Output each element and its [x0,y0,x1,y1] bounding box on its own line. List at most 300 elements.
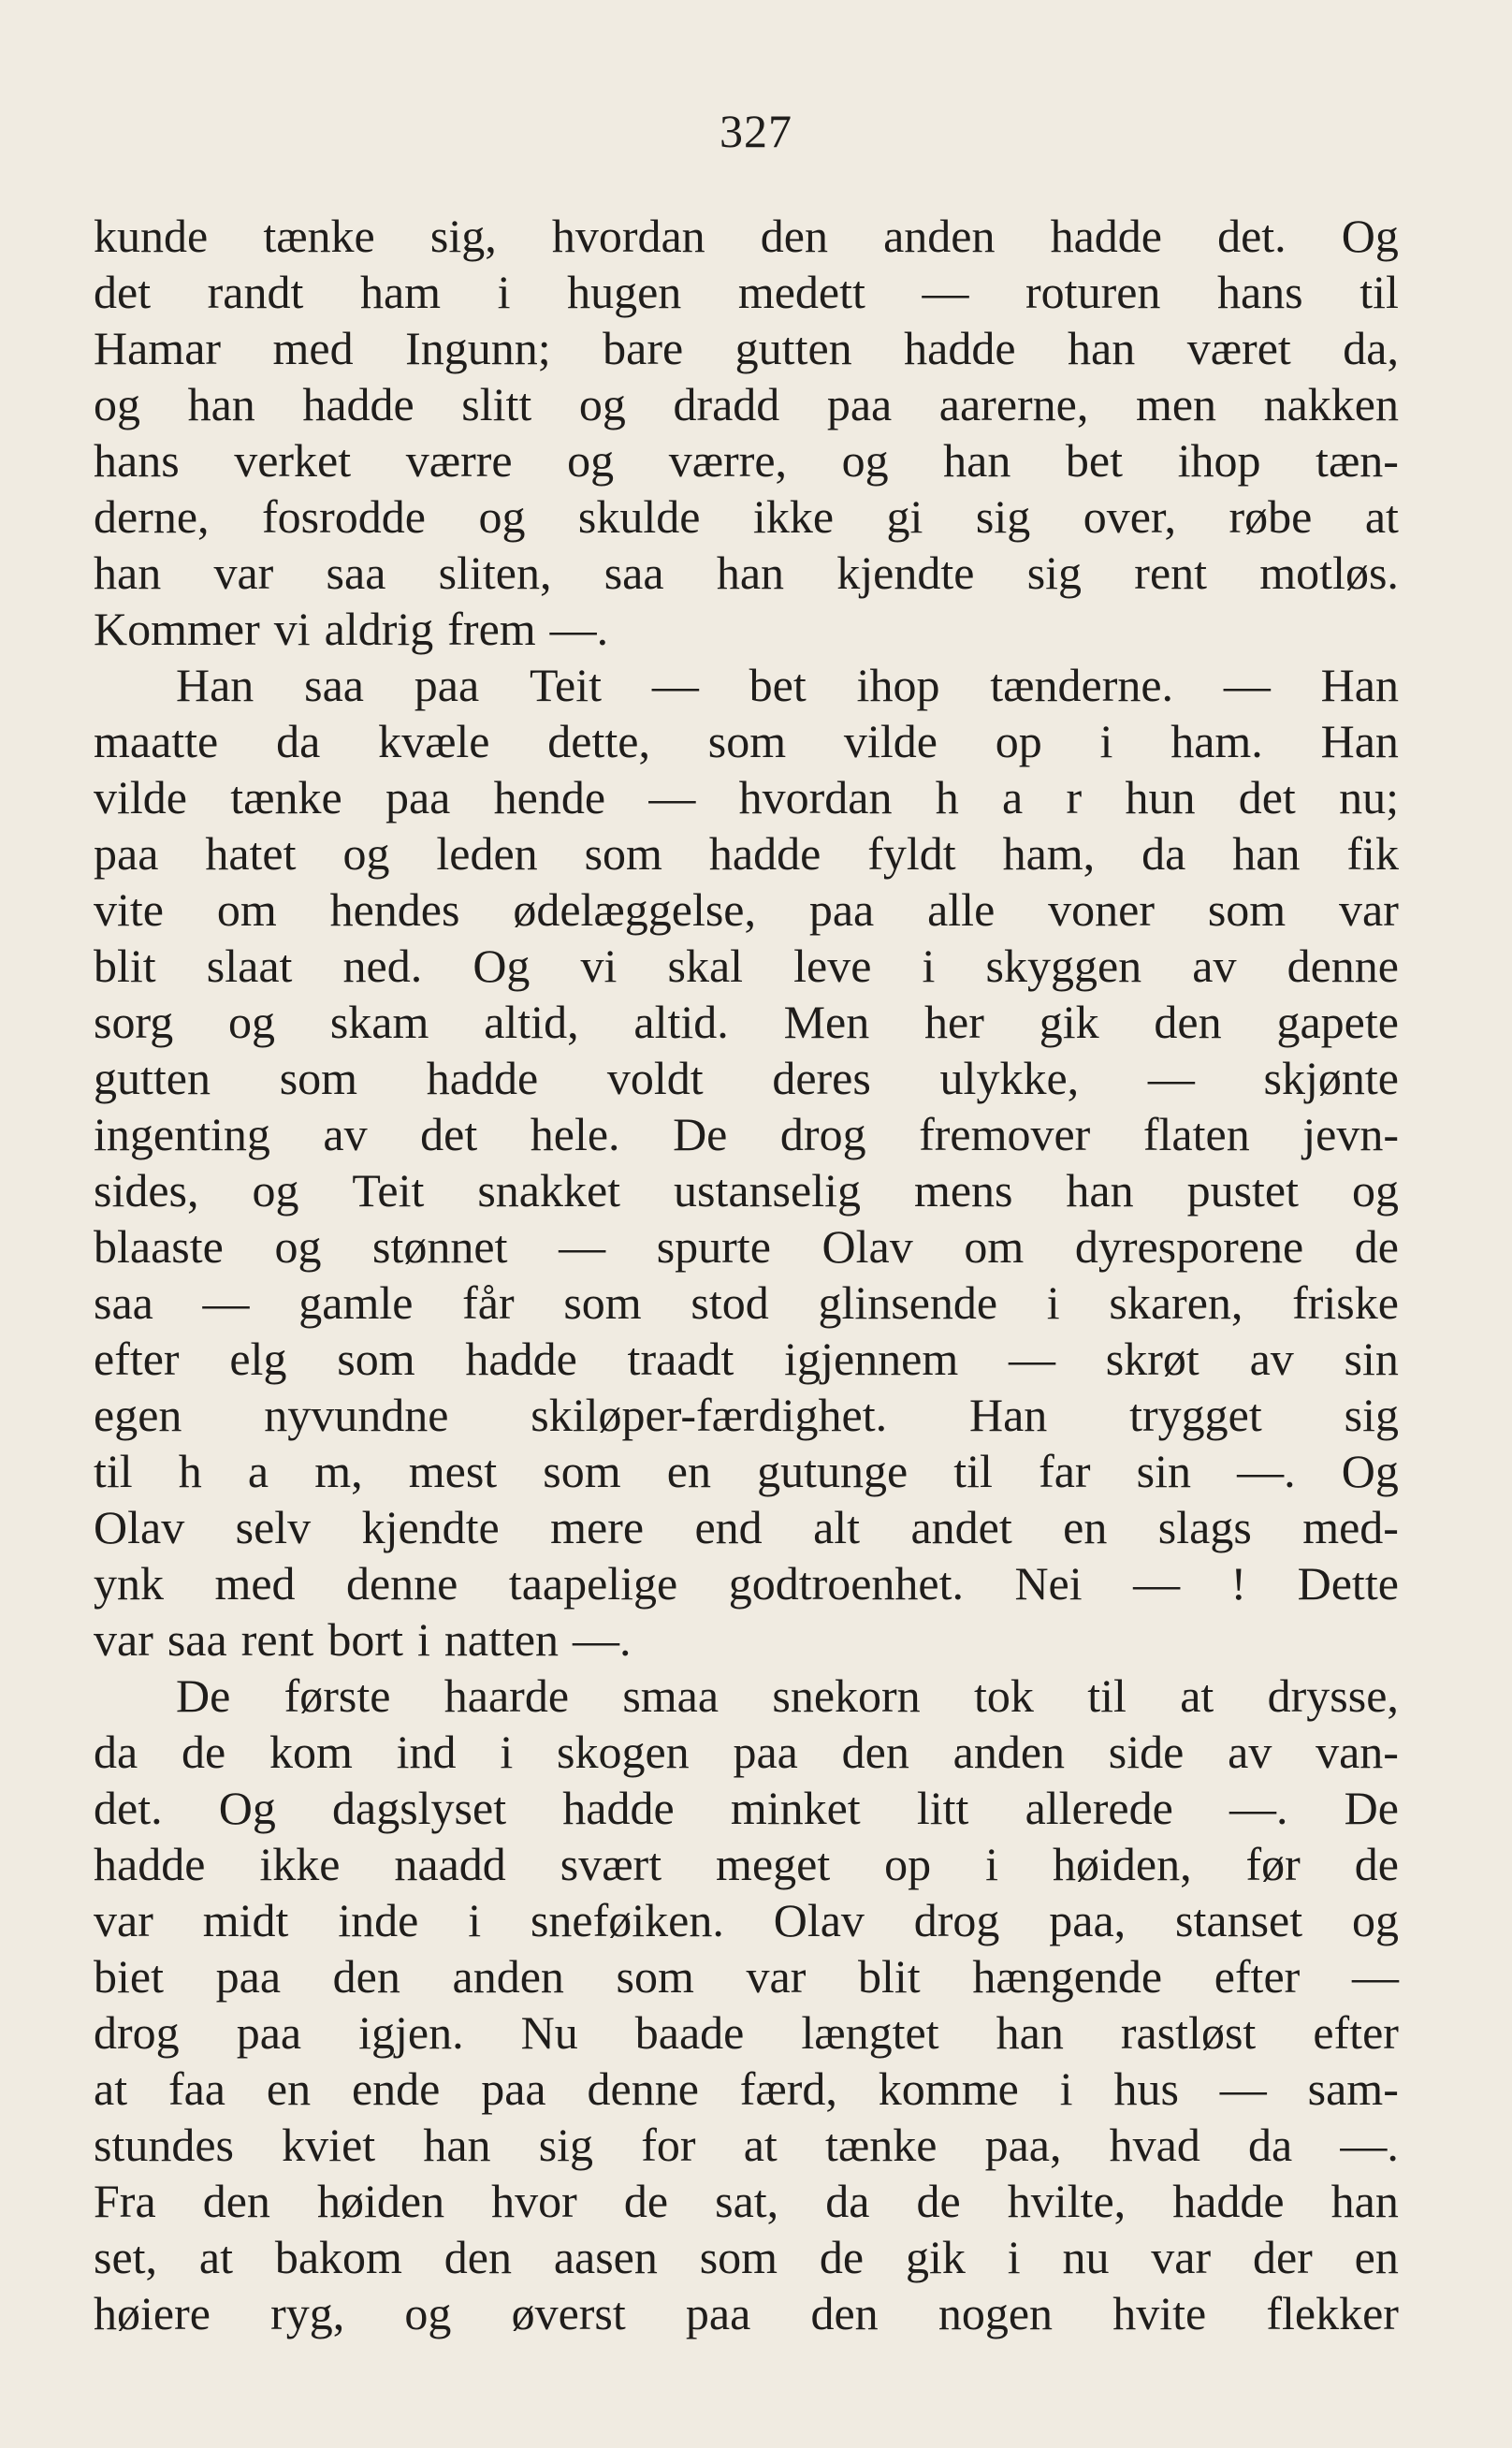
word: snekorn [772,1669,921,1722]
word: var [94,1894,153,1946]
word: meget [716,1838,831,1890]
word: og [578,378,626,430]
word: flaten [1142,1108,1250,1160]
word: skaren, [1109,1276,1243,1329]
word: at [94,2062,128,2115]
word: Men [783,996,870,1048]
word: De [176,1669,231,1722]
word: baade [634,2006,745,2059]
text-line [94,1162,1399,1218]
text-line [94,432,1399,488]
word: — [1223,659,1271,711]
word: og [228,996,276,1048]
word: får [462,1276,515,1329]
text-line [94,1443,1399,1499]
text-line [94,1050,1399,1106]
word: bet [749,659,807,711]
word: da [1248,2119,1293,2171]
word: ihop [856,659,940,711]
word: paa [733,1726,798,1778]
word: været [1186,322,1291,374]
word: Fra [94,2175,156,2227]
word: sin [1344,1333,1399,1385]
word: paa [808,883,875,936]
text-line [94,601,1399,657]
word: hende [493,771,606,823]
word: nu [1062,2231,1110,2283]
word: i [1099,715,1113,767]
word: som [1207,883,1287,936]
word: vi [580,940,618,992]
word: hadde [1172,2175,1285,2227]
word: paa [94,827,159,880]
word: denne [345,1557,458,1610]
word: som [279,1052,358,1104]
word: bet [1065,434,1124,487]
text-line [94,1331,1399,1387]
text-line [94,713,1399,769]
word: traadt [627,1333,734,1385]
word: rent [1134,546,1208,599]
word: i [1059,2062,1073,2115]
word: Olav [821,1220,913,1273]
word: før [1245,1838,1301,1890]
text-line [94,657,1399,713]
word: h [935,771,959,823]
word: egen [94,1389,182,1441]
word: verket [234,434,352,487]
word: første [284,1669,391,1722]
word: hans [94,434,180,487]
word: til [1087,1669,1127,1722]
word: stod [691,1276,769,1329]
word: blaaste [94,1220,224,1273]
word: ham, [1002,827,1096,880]
word: haarde [443,1669,570,1722]
word: i [1046,1276,1060,1329]
word: snakket [477,1164,621,1217]
word: vilde [94,771,187,823]
word: efter [94,1333,180,1385]
word: saa [94,1276,153,1329]
word: hadde [302,378,414,430]
word: igjennem [784,1333,959,1385]
word: aldrig [324,603,434,655]
word: Han [1320,659,1399,711]
word: a [1002,771,1024,823]
word: tok [974,1669,1034,1722]
word: drog [94,2006,180,2059]
word: ham. [1170,715,1263,767]
text-line [94,2229,1399,2285]
word: var [746,1950,807,2003]
word: ned. [342,940,423,992]
word: hvite [1112,2287,1207,2339]
word: gik [1039,996,1099,1048]
word: kjendte [361,1501,500,1553]
word: han [187,378,255,430]
word: gapete [1276,996,1399,1048]
word: han [94,546,162,599]
word: vilde [843,715,938,767]
word: litt [916,1782,969,1834]
word: de [819,2231,865,2283]
word: medett [737,266,865,318]
word: Olav [773,1894,865,1946]
text-line [94,488,1399,545]
word: til [953,1445,993,1497]
word: med- [1302,1501,1399,1553]
word: ødelæggelse, [513,883,756,936]
word: som [543,1445,621,1497]
word: bare [603,322,684,374]
text-line [94,769,1399,825]
word: kjendte [836,546,975,599]
word: denne [1287,940,1399,992]
word: fik [1346,827,1399,880]
word: om [216,883,277,936]
word: drysse, [1267,1669,1399,1722]
word: det [420,1108,478,1160]
word: i [1007,2231,1021,2283]
word: De [673,1108,728,1160]
word: i [416,1613,430,1666]
word: spurte [656,1220,771,1273]
word: naadd [394,1838,506,1890]
text-line [94,320,1399,376]
word: til [1359,266,1399,318]
word: end [694,1501,763,1553]
word: til [94,1445,133,1497]
word: sig [538,2119,594,2171]
word: at [743,2119,778,2171]
word: hugen [567,266,682,318]
word: derne, [94,490,210,543]
word: elg [229,1333,287,1385]
word: sig [975,490,1031,543]
word: at [1180,1669,1214,1722]
word: var [213,546,274,599]
word: — [1009,1333,1055,1385]
text-line [94,2061,1399,2117]
word: slitt [461,378,532,430]
word: de [1354,1838,1399,1890]
word: hadde [708,827,821,880]
word: den [332,1950,400,2003]
word: kunde [94,210,209,262]
word: da [1141,827,1186,880]
word: paa [215,1950,282,2003]
word: selv [235,1501,312,1553]
word: han [423,2119,491,2171]
text-line [94,2117,1399,2173]
word: saa [603,546,664,599]
word: da [94,1726,138,1778]
word: a [247,1445,269,1497]
word: — [202,1276,250,1329]
word: høiere [94,2287,211,2339]
word: saa [304,659,364,711]
word: — [1147,1052,1195,1104]
word: paa [236,2006,302,2059]
word: —. [573,1613,632,1666]
text-line [94,1668,1399,1724]
word: og [404,2287,452,2339]
word: en [266,2062,312,2115]
word: som [584,827,662,880]
word: anden [883,210,996,262]
text-line [94,1724,1399,1780]
word: voner [1048,883,1155,936]
text-line [94,938,1399,994]
word: hele. [530,1108,620,1160]
word: Nu [520,2006,578,2059]
text-line [94,1780,1399,1836]
word: aarerne, [938,378,1089,430]
word: da [276,715,321,767]
word: hvilte, [1007,2175,1127,2227]
word: — [559,1220,606,1273]
word: og [342,827,390,880]
word: gutten [94,1052,211,1104]
word: stundes [94,2119,234,2171]
word: deres [772,1052,871,1104]
word: røbe [1228,490,1313,543]
word: gamle [298,1276,414,1329]
word: glinsende [818,1276,998,1329]
word: godtroenhet. [728,1557,965,1610]
text-line [94,994,1399,1050]
word: i [985,1838,999,1890]
word: og [1352,1894,1399,1946]
word: ryg, [270,2287,345,2339]
word: og [1351,1164,1399,1217]
word: leve [793,940,872,992]
word: — [651,659,699,711]
word: smaa [622,1669,720,1722]
word: i [922,940,936,992]
word: efter [1313,2006,1399,2059]
word: ustanselig [674,1164,861,1217]
word: skam [329,996,429,1048]
word: av [1228,1726,1272,1778]
word: paa [685,2287,751,2339]
text-line [94,264,1399,320]
word: Og [218,1782,276,1834]
word: længtet [801,2006,939,2059]
word: paa [414,659,480,711]
word: hadde [94,1838,206,1890]
word: rent [240,1613,314,1666]
word: gik [905,2231,966,2283]
word: og [567,434,615,487]
word: m, [314,1445,363,1497]
word: sat, [715,2175,779,2227]
word: r [1066,771,1083,823]
word: at [198,2231,233,2283]
word: midt [202,1894,289,1946]
word: værre [405,434,513,487]
word: men [1135,378,1217,430]
text-line [94,1836,1399,1892]
text-line [94,2285,1399,2341]
word: tænke [263,210,375,262]
word: Dette [1297,1557,1399,1610]
word: drog [913,1894,1000,1946]
word: hun [1125,771,1196,823]
word: høiden, [1052,1838,1192,1890]
word: og [252,1164,299,1217]
word: den [1154,996,1222,1048]
word: dette, [547,715,650,767]
word: nyvundne [264,1389,449,1441]
word: med [272,322,354,374]
word: hans [1216,266,1303,318]
word: Kommer [94,603,260,655]
body-text [94,208,1399,2341]
word: han [1068,322,1136,374]
word: op [995,715,1042,767]
word: jevn- [1302,1108,1399,1160]
word: slags [1157,1501,1252,1553]
word: kviet [282,2119,376,2171]
word: Hamar [94,322,222,374]
word: nu; [1339,771,1399,823]
word: ihop [1177,434,1261,487]
word: han [943,434,1011,487]
word: fremover [919,1108,1091,1160]
word: paa [385,771,451,823]
word: de [623,2175,669,2227]
word: bort [327,1613,403,1666]
word: høiden [316,2175,445,2227]
word: sneføiken. [530,1894,724,1946]
word: skyggen [985,940,1142,992]
word: de [916,2175,961,2227]
word: paa, [1049,1894,1127,1946]
word: dyresporene [1074,1220,1304,1273]
word: taapelige [508,1557,678,1610]
word: faa [167,2062,226,2115]
word: voldt [606,1052,704,1104]
word: med [214,1557,296,1610]
word: han [1330,2175,1399,2227]
word: leden [436,827,538,880]
word: kom [269,1726,353,1778]
text-line [94,208,1399,264]
word: — [1133,1557,1181,1610]
word: ulykke, [939,1052,1080,1104]
word: Ingunn; [405,322,551,374]
word: —. [1340,2119,1399,2171]
text-line [94,825,1399,882]
word: hadde [426,1052,539,1104]
word: sig, [429,210,497,262]
word: tænke [230,771,342,823]
text-line [94,1275,1399,1331]
word: ind [396,1726,457,1778]
word: hvor [491,2175,577,2227]
word: han [716,546,785,599]
word: og [94,378,140,430]
word: ! [1230,1557,1247,1610]
word: ham [359,266,442,318]
word: skogen [557,1726,690,1778]
word: kvæle [378,715,490,767]
word: saa [326,546,386,599]
word: alle [927,883,996,936]
word: som [337,1333,415,1385]
word: — [648,771,696,823]
word: i [468,1894,482,1946]
word: en [1354,2231,1399,2283]
text-line [94,1218,1399,1275]
word: Teit [352,1164,425,1217]
word: randt [207,266,304,318]
word: bakom [274,2231,402,2283]
word: ende [351,2062,441,2115]
word: stønnet [372,1220,508,1273]
word: biet [94,1950,164,2003]
word: paa [481,2062,546,2115]
word: den [810,2287,879,2339]
word: fosrodde [262,490,426,543]
word: denne [587,2062,699,2115]
word: efter [1214,1950,1301,2003]
word: motløs. [1259,546,1399,599]
word: en [666,1445,711,1497]
word: en [1063,1501,1108,1553]
word: hus [1113,2062,1179,2115]
word: —. [549,603,609,655]
word: mest [408,1445,498,1497]
word: mere [550,1501,645,1553]
word: og [841,434,889,487]
word: side [1108,1726,1185,1778]
word: færd, [739,2062,837,2115]
word: altid. [633,996,729,1048]
word: nogen [938,2287,1054,2339]
word: han [1232,827,1301,880]
word: for [641,2119,696,2171]
word: ikke [259,1838,341,1890]
word: da [825,2175,870,2227]
word: h [178,1445,202,1497]
word: i [497,266,511,318]
word: ynk [94,1557,164,1610]
word: av [1249,1333,1294,1385]
word: —. [1237,1445,1296,1497]
word: hvordan [551,210,705,262]
word: her [924,996,984,1048]
word: op [884,1838,932,1890]
word: sin [1136,1445,1192,1497]
word: ikke [752,490,835,543]
word: om [964,1220,1025,1273]
text-line [94,376,1399,432]
word: de [181,1726,226,1778]
word: som [707,715,787,767]
word: fyldt [867,827,956,880]
word: det. [1217,210,1287,262]
word: den [443,2231,512,2283]
word: sam- [1307,2062,1399,2115]
word: skrøt [1105,1333,1199,1385]
word: den [760,210,828,262]
word: over, [1083,490,1177,543]
word: slaat [206,940,293,992]
word: tænderne. [990,659,1174,711]
